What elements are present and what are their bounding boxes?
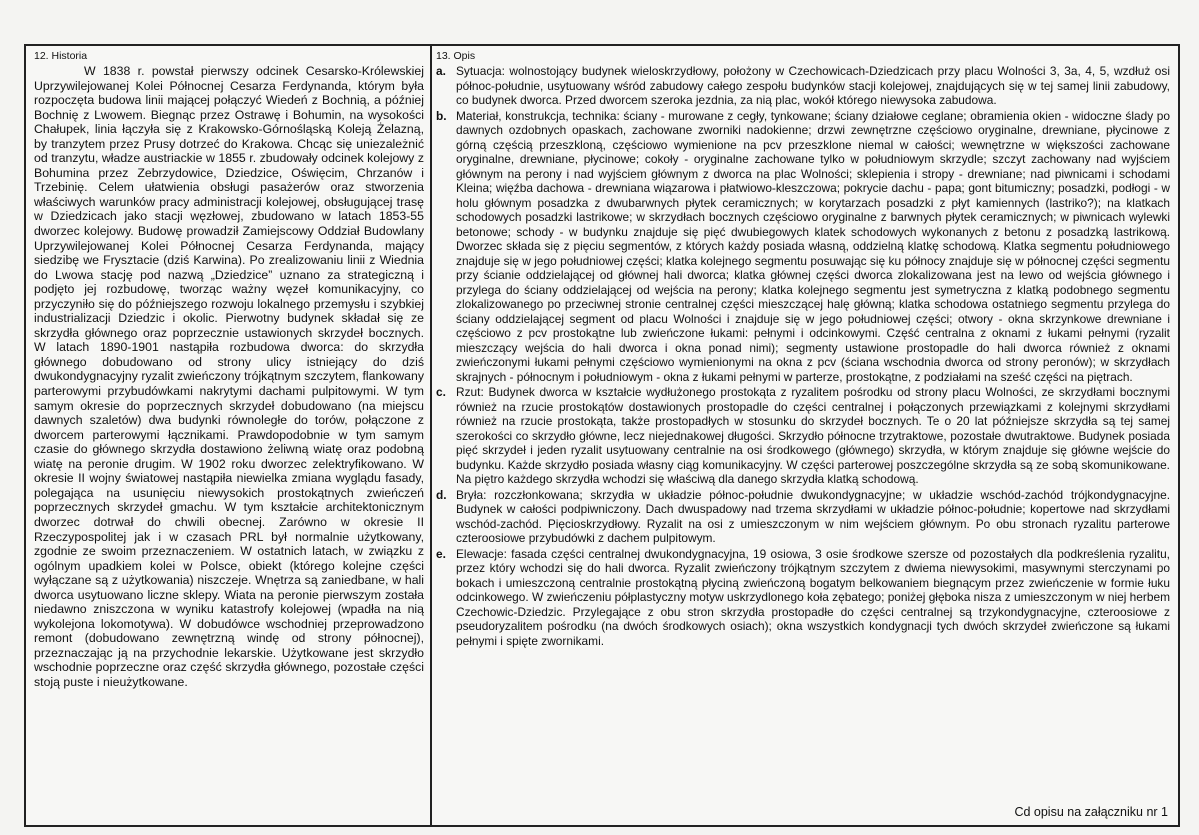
history-section [26,46,432,825]
item-letter: e. [436,546,446,561]
description-list [436,64,1170,648]
item-letter: a. [436,64,446,78]
item-text: Sytuacja: wolnostojący budynek wieloskrzydłowy, położony w Czechowicach-Dziedzicach przy placu Wolności 3, 3a, 4, 5, wzdłuż osi północ-południe, usytuowany wśród zabudowy całego zespołu budynków stacji kolejowej, znajdujących się w tej samej linii zabudowy, co budynek dworca. Przed dworcem szeroka jezdnia, za nią plac, wokół którego niewysoka zabudowa. [456,64,1170,107]
description-section [432,46,1178,825]
record-card [24,44,1180,827]
history-text: W 1838 r. powstał pierwszy odcinek Cesarsko-Królewskiej Uprzywilejowanej Kolei Północnej Cesarza Ferdynanda, którym była rozpoczęta budowa linii mającej połączyć Wiedeń z Bochnią, a później Bochnię z Lwowem. Biegnąc przez Ostrawę i Bohumin, na wysokości Chałupek, linia łączyła się z Krakowsko-Górnośląską Koleją Żelazną, by tranzytem przez Prusy dotrzeć do Krakowa. Chcąc się uniezależnić od tranzytu, władze austriackie w 1855 r. zbudowały odcinek kolejowy z Bohumina przez Zebrzydowice, Dziedzice, Oświęcim, Chrzanów i Trzebinię. Celem ułatwienia obsługi pasażerów oraz stworzenia właściwych warunków pracy administracji kolejowej, obsługującej trasę w Dziedzicach jako stacji węzłowej, zbudowano w latach 1853-55 dworzec kolejowy. Budowę prowadził Zamiejscowy Oddział Budowlany Uprzywilejowanej Kolei Północnej Cesarza Ferdynanda, mający siedzibę we Frysztacie (dziś Karwina). Po zrealizowaniu linii z Wiednia do Lwowa stację pod nazwą „Dziedzice” uznano za strategiczną i podjęto jej rozbudowę, tworząc ważny węzeł komunikacyjny, co przyczyniło się do późniejszego rozwoju lokalnego przemysłu i szybkiej industrializacji Dziedzic i okolic. Pierwotny budynek składał się ze skrzydła głównego oraz poprzecznie ustawionych skrzydeł bocznych. W latach 1890-1901 nastąpiła rozbudowa dworca: do skrzydła głównego dobudowano od strony ulicy istniejący do dziś dwukondygnacyjny ryzalit zwieńczony trójkątnym szczytem, flankowany parterowymi przybudówkami nakrytymi dachami pulpitowymi. W tym samym okresie do poprzecznych skrzydeł dobudowano (na miejscu dawnych szaletów) dwa budynki równoległe do torów, połączone z dworcem parterowymi łącznikami. Prawdopodobnie w tym samym czasie do głównego skrzydła dostawiono żeliwną wiatę oraz podobną wiatę na peronie drugim. W 1902 roku dworzec zelektryfikowano. W okresie II wojny światowej nastąpiła niewielka zmiana wyglądu fasady, polegająca na usunięciu niewysokich prostokątnych zwieńczeń poprzecznych skrzydeł gmachu. W tym kształcie architektonicznym dworzec dotrwał do chwili obecnej. Zarówno w okresie II Rzeczypospolitej jak i w czasach PRL był normalnie użytkowany, zgodnie ze swoim przeznaczeniem. W ostatnich latach, w związku z ogólnym upadkiem kolei w Polsce, obiekt (którego kolejne części wyłączane są z użytkowania) niszczeje. Wnętrza są zaniedbane, w hali dworca usytuowano liczne sklepy. Wiata na peronie pierwszym została niedawno zniszczona w wyniku katastrofy kolejowej (wpadła na nią wykolejona lokomotywa). W dobudówce wschodniej przeprowadzono remont (dobudowano zewnętrzną windę od strony północnej), przeznaczając ją na przychodnie lekarskie. Użytkowane jest skrzydło wschodnie poprzeczne oraz część skrzydła głównego, pozostałe części stoją puste i nieużytkowane. [34,64,424,689]
item-letter: c. [436,385,446,399]
description-item-elevations [436,547,1170,649]
description-item-situation [436,64,1170,108]
description-item-plan [436,385,1170,487]
item-text: Rzut: Budynek dworca w kształcie wydłużonego prostokąta z ryzalitem pośrodku od strony placu Wolności, ze skrzydłami bocznymi również na rzucie prostokątów dostawionych prostopadle do części centralnej i połączonych przewiązkami z kolejnymi skrzydłami również na rzucie prostokąta, także prostopadłych w stosunku do skrzydeł bocznych. Te o 20 lat późniejsze skrzydła są tej samej szerokości co skrzydło główne, lecz niejednakowej długości. Skrzydło północne trzytraktowe, pozostałe dwutraktowe. Budynek posiada pięć skrzydeł i jeden ryzalit usytuowany centralnie na osi środkowego (głównego) skrzydła, w którym znajduje się główne wejście do budynku. Każde skrzydło posiada własny ciąg komunikacyjny. W części parterowej poszczególne skrzydła są ze sobą skomunikowane. Na piętro każdego skrzydła wchodzi się właściwą dla danego skrzydła klatką schodową. [456,385,1170,486]
history-heading: 12. Historia [34,50,88,62]
continuation-note: Cd opisu na załączniku nr 1 [1014,805,1168,819]
description-item-massing [436,488,1170,546]
item-text: Bryła: rozczłonkowana; skrzydła w układzie północ-południe dwukondygnacyjne; w układzie wschód-zachód trójkondygnacyjne. Budynek w całości podpiwniczony. Dach dwuspadowy nad trzema skrzydłami w układzie północ-południe; kopertowe nad skrzydłami wschód-zachód. Pięcioskrzydłowy. Ryzalit na osi z umieszczonym w nim wejściem głównym. Po obu stronach ryzalitu parterowe czteroosiowe przybudówki z dachem pulpitowym. [456,487,1170,545]
item-text: Materiał, konstrukcja, technika: ściany - murowane z cegły, tynkowane; ściany działowe ceglane; obramienia okien - widoczne ślady po dawnych ozdobnych opaskach, zachowane zworniki nadokienne; drzwi zewnętrzne częściowo oryginalne, drewniane, płycinowe z górną częścią przeszkloną, częściowo wymienione na pcv przeszklone niemal w całości; wewnętrzne w większości zachowane oryginalne, drewniane, płycinowe; cokoły - oryginalne zachowane tylko w południowym skrzydle; szczyt zachowany nad wyjściem głównym na perony i nad wyjściem głównym z dworca na plac Wolności; sklepienia i stropy - drewniane; nad piwnicami i schodami Kleina; więźba dachowa - drewniana wiązarowa i płatwiowo-kleszczowa; pokrycie dachu - papa; gont bitumiczny; posadzki, podłogi - w holu głównym posadzka z dwubarwnych płytek ceramicznych; w korytarzach posadzki z płyt kamiennych (lastriko?); na klatkach schodowych posadzki lastrikowe; w skrzydłach bocznych częściowo oryginalne z barwnych płytek ceramicznych; w piwnicach wylewki betonowe; schody - w budynku znajduje się pięć dwubiegowych klatek schodowych wykonanych z betonu z posadzką lastrikową. Dworzec składa się z pięciu segmentów, z których każdy posiada własną, oddzielną klatkę schodową. Klatka segmentu południowego znajduje się w jego południowej części; klatka kolejnego segmentu posuwając się ku północy znajduje się w północnej części segmentu przy ścianie oddzielającej od głównej hali dworca; klatka głównej części dworca zlokalizowana jest na lewo od wejścia głównego i przylega do ściany oddzielającej od wejścia na perony; klatka kolejnego segmentu jest symetryczna z klatką podobnego segmentu zlokalizowanego po przeciwnej stronie centralnej części mieszczącej halę główną; klatka schodowa ostatniego segmentu przylega do ściany oddzielającej segment od placu Wolności i znajduje się w jego południowej części; otwory - okna skrzynkowe drewniane i częściowo z pcv prostokątne lub zwieńczone łukami: pełnymi i odcinkowymi. Część centralna z oknami z łukami pełnymi (ryzalit mieszczący wejścia do hali dworca i okna ponad nimi); segmenty ustawione prostopadle do hali dworca również z oknami zwieńczonymi łukami pełnymi częściowo wymienionymi na okna z pcv (ściana wschodnia dworca od strony peronów); w skrzydłach skrajnych - północnym i południowym - okna z łukami pełnymi w parterze, prostokątne, z podziałami na sześć części na piętrach. [456,108,1170,384]
item-letter: b. [436,108,447,123]
description-heading: 13. Opis [436,50,476,62]
description-item-material [436,109,1170,385]
item-letter: d. [436,487,447,502]
item-text: Elewacje: fasada części centralnej dwukondygnacyjna, 19 osiowa, 3 osie środkowe szersze od pozostałych dla podkreślenia ryzalitu, przez który wchodzi się do hali dworca. Ryzalit zwieńczony trójkątnym szczytem z dwiema niewysokimi, masywnymi sterczynami po bokach i umieszczoną centralnie prostokątną płyciną zwieńczoną bogatym belkowaniem biegnącym przez zwieńczenie w formie łuku odcinkowego. W zwieńczeniu półplastyczny motyw uskrzydlonego koła zębatego; poniżej głęboka nisza z umieszczonym w niej herbem Czechowic-Dziedzic. Przylegające z obu stron skrzydła prostopadłe do części centralnej są trzykondygnacyjne, czteroosiowe z pseudoryzalitem pośrodku (na dwóch środkowych osiach); okna wszystkich kondygnacji tych dwóch skrzydeł zwieńczone są łukami pełnymi i spięte zwornikami. [456,546,1170,648]
